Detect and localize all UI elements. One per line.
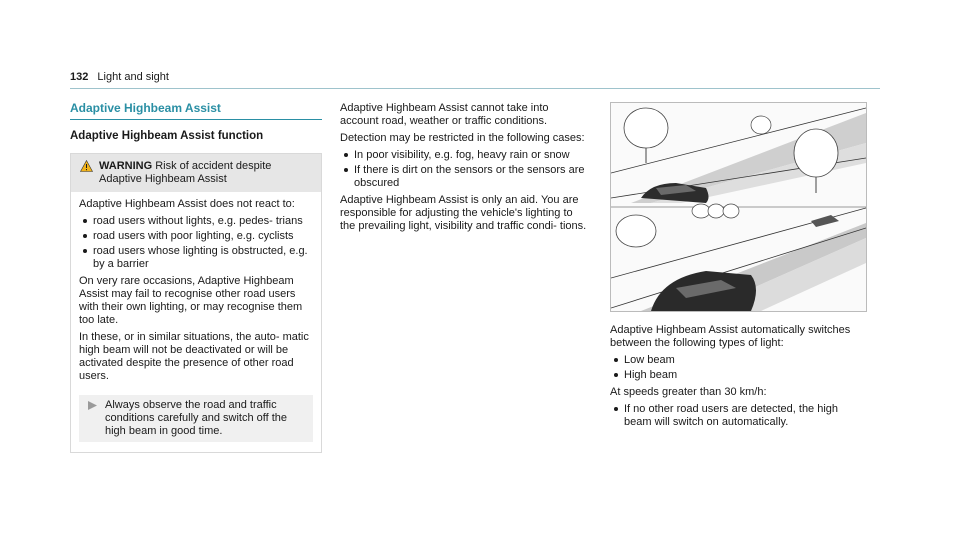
section-title: Adaptive Highbeam Assist (70, 102, 322, 120)
warning-list (79, 215, 313, 271)
instruction-step (79, 395, 313, 442)
subsection-title: Adaptive Highbeam Assist function (70, 130, 264, 142)
list-item: Low beam (610, 354, 865, 367)
paragraph: Detection may be restricted in the following cases: (340, 132, 585, 144)
column-right (610, 102, 865, 433)
warning-lead: Risk of accident despite Adaptive Highbeam Assist (99, 160, 272, 185)
paragraph: Adaptive Highbeam Assist is only an aid. You are responsible for adjusting the vehicle's lighting to the prevailing light, visibility and traffic condi- tions. (340, 194, 587, 232)
bullet-list (610, 354, 865, 382)
warning-icon (80, 160, 93, 172)
instruction-text: Always observe the road and traffic conditions carefully and switch off the high beam in good time. (105, 399, 288, 437)
illustration-svg (611, 103, 866, 311)
warning-label: WARNING (99, 160, 153, 172)
list-item: road users without lights, e.g. pedes- trians (79, 215, 313, 228)
warning-header (71, 154, 321, 192)
paragraph: At speeds greater than 30 km/h: (610, 386, 767, 398)
list-item: If no other road users are detected, the high beam will switch on automatically. (610, 403, 865, 429)
page-header (70, 70, 880, 89)
section-name: Light and sight (97, 71, 169, 83)
list-item: In poor visibility, e.g. fog, heavy rain or snow (340, 149, 590, 162)
column-middle (340, 102, 590, 237)
paragraph: Adaptive Highbeam Assist automatically switches between the following types of light: (610, 324, 851, 349)
bottom-panel (611, 204, 866, 311)
column-left (70, 102, 322, 453)
list-item: road users whose lighting is obstructed, e.g. by a barrier (79, 245, 313, 271)
list-item: If there is dirt on the sensors or the sensors are obscured (340, 164, 590, 190)
warning-box (70, 153, 322, 453)
highbeam-illustration (610, 102, 867, 312)
warning-paragraph: On very rare occasions, Adaptive Highbeam Assist may fail to recognise other road users with their own lighting, or may recognise them too late. (79, 275, 303, 326)
instruction-arrow-icon (88, 401, 97, 410)
paragraph: Adaptive Highbeam Assist cannot take into account road, weather or traffic conditions. (340, 102, 549, 127)
warning-body (71, 192, 321, 452)
bullet-list (610, 403, 865, 429)
list-item: High beam (610, 369, 865, 382)
warning-paragraph: In these, or in similar situations, the auto- matic high beam will not be deactivated or will be activated despite the presence of other road users. (79, 331, 309, 382)
page-number: 132 (70, 71, 89, 83)
bullet-list (340, 149, 590, 190)
warning-intro: Adaptive Highbeam Assist does not react to: (79, 198, 295, 210)
top-panel (611, 103, 866, 203)
list-item: road users with poor lighting, e.g. cyclists (79, 230, 313, 243)
